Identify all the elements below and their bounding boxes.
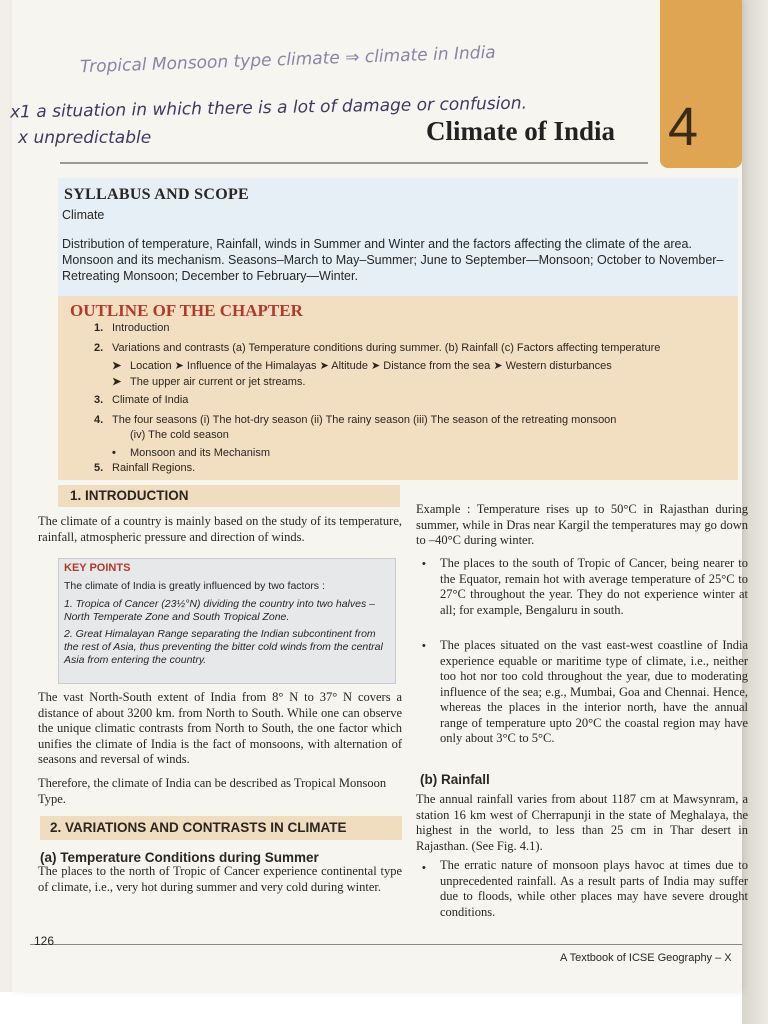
outline-item	[94, 414, 616, 426]
key-point-1: 1. Tropica of Cancer (23½°N) dividing the country into two halves – North Temperate Zone and South Tropical Zone.	[64, 598, 375, 623]
outline-item	[112, 429, 229, 441]
bullet-icon: •	[422, 862, 426, 874]
handwritten-note-2: x1 a situation in which there is a lot of damage or confusion.	[9, 93, 528, 123]
outline-item	[112, 375, 305, 388]
key-points-label: KEY POINTS	[64, 562, 131, 574]
outline-item-number: •	[112, 447, 116, 459]
outline-item-number: 3.	[94, 394, 104, 406]
syllabus-subheading: Climate	[62, 208, 105, 222]
bullet-icon: •	[422, 640, 426, 652]
footer-divider	[30, 944, 742, 945]
handwritten-note-3: x unpredictable	[18, 128, 152, 148]
outline-item-text: The upper air current or jet streams.	[130, 376, 306, 388]
subheading-temperature: (a) Temperature Conditions during Summer	[40, 850, 319, 865]
outline-item-text: Variations and contrasts (a) Temperature conditions during summer. (b) Rainfall (c) Factors affecting temperature	[112, 342, 661, 354]
bottom-margin	[0, 992, 768, 1024]
page-number: 126	[34, 934, 55, 948]
outline-item-text: Rainfall Regions.	[112, 462, 196, 474]
outline-heading: OUTLINE OF THE CHAPTER	[70, 301, 303, 320]
outline-item-number: 1.	[94, 322, 104, 334]
extent-paragraph: The vast North-South extent of India from 8° N to 37° N covers a distance of about 3200 km. from North to South. While one can observe the unique climatic contrasts from North to South, the one factor which unifies the climate of India is the fact of monsoons, with alternation of seasons and reversal of winds.	[38, 690, 402, 766]
coastline-paragraph: The places situated on the vast east-west coastline of India experience equable or maritime type of climate, i.e., neither too hot nor too cold throughout the year, due to moderating influence of the sea; e.g., Mumbai, Goa and Chennai. Hence, whereas the places in the interior north, have the annual range of temperature upto 20°C the coastal region may have only about 3°C to 5°C.	[440, 638, 748, 745]
outline-item	[94, 342, 660, 354]
south-places-paragraph: The places to the south of Tropic of Cancer, being nearer to the Equator, remain hot with average temperature of 25°C to 27°C throughout the year. They do not experience winter at all; for example, Bengaluru in south.	[440, 556, 748, 617]
erratic-monsoon-paragraph: The erratic nature of monsoon plays havoc at times due to unprecedented rainfall. As a result parts of India may suffer due to floods, while other places may have severe drought conditions.	[440, 858, 748, 919]
section-heading-introduction: 1. INTRODUCTION	[70, 488, 189, 503]
outline-item	[112, 359, 612, 372]
outline-item	[112, 447, 270, 459]
outline-item-number: 4.	[94, 414, 104, 426]
syllabus-body: Distribution of temperature, Rainfall, winds in Summer and Winter and the factors affecting the climate of the area. Monsoon and its mechanism. Seasons–March to May–Summer; June to September—Monsoon; October to November–Retreating Monsoon; December to February—Winter.	[62, 237, 724, 283]
intro-paragraph: The climate of a country is mainly based on the study of its temperature, rainfall, atmospheric pressure and direction of winds.	[38, 514, 402, 544]
bullet-icon: •	[422, 558, 426, 570]
section-heading-variations: 2. VARIATIONS AND CONTRASTS IN CLIMATE	[50, 820, 347, 835]
outline-item-number: 2.	[94, 342, 104, 354]
key-points-intro: The climate of India is greatly influenced by two factors :	[64, 580, 325, 592]
book-title: A Textbook of ICSE Geography – X	[560, 952, 732, 964]
chapter-number: 4	[668, 97, 699, 157]
outline-item	[94, 322, 169, 334]
rainfall-paragraph: The annual rainfall varies from about 1187 cm at Mawsynram, a station 16 km west of Cherrapunji in the state of Meghalaya, the highest in the world, to less than 25 cm in Thar desert in Rajasthan. (See Fig. 4.1).	[416, 792, 748, 853]
handwritten-note-1: Tropical Monsoon type climate ⇒ climate in India	[79, 42, 497, 78]
example-paragraph: Example : Temperature rises up to 50°C in Rajasthan during summer, while in Dras near Kargil the temperatures may go down to –40°C during winter.	[416, 502, 748, 547]
title-divider	[60, 162, 648, 164]
outline-item	[94, 462, 195, 474]
conclusion-paragraph: Therefore, the climate of India can be described as Tropical Monsoon Type.	[38, 776, 387, 806]
outline-item-text: (iv) The cold season	[130, 429, 229, 441]
outline-item-number: 5.	[94, 462, 104, 474]
outline-item-text: Climate of India	[112, 394, 189, 406]
outline-item-text: The four seasons (i) The hot-dry season (ii) The rainy season (iii) The season of the retreating monsoon	[112, 414, 617, 426]
syllabus-heading: SYLLABUS AND SCOPE	[64, 186, 250, 203]
outline-item-text: Introduction	[112, 322, 170, 334]
outline-item-number: ➤	[112, 376, 122, 388]
outline-item	[94, 394, 188, 406]
subheading-rainfall: (b) Rainfall	[420, 772, 490, 787]
temperature-paragraph: The places to the north of Tropic of Cancer experience continental type of climate, i.e., very hot during summer and very cold during winter.	[38, 864, 402, 894]
outline-item-text: Monsoon and its Mechanism	[130, 447, 271, 459]
outline-item-text: Location ➤ Influence of the Himalayas ➤ Altitude ➤ Distance from the sea ➤ Western disturbances	[130, 360, 612, 372]
key-point-2: 2. Great Himalayan Range separating the Indian subcontinent from the rest of Asia, thus preventing the bitter cold winds from the central Asia from entering the country.	[64, 628, 383, 666]
outline-item-number: ➤	[112, 360, 122, 372]
chapter-title: Climate of India	[426, 116, 615, 146]
